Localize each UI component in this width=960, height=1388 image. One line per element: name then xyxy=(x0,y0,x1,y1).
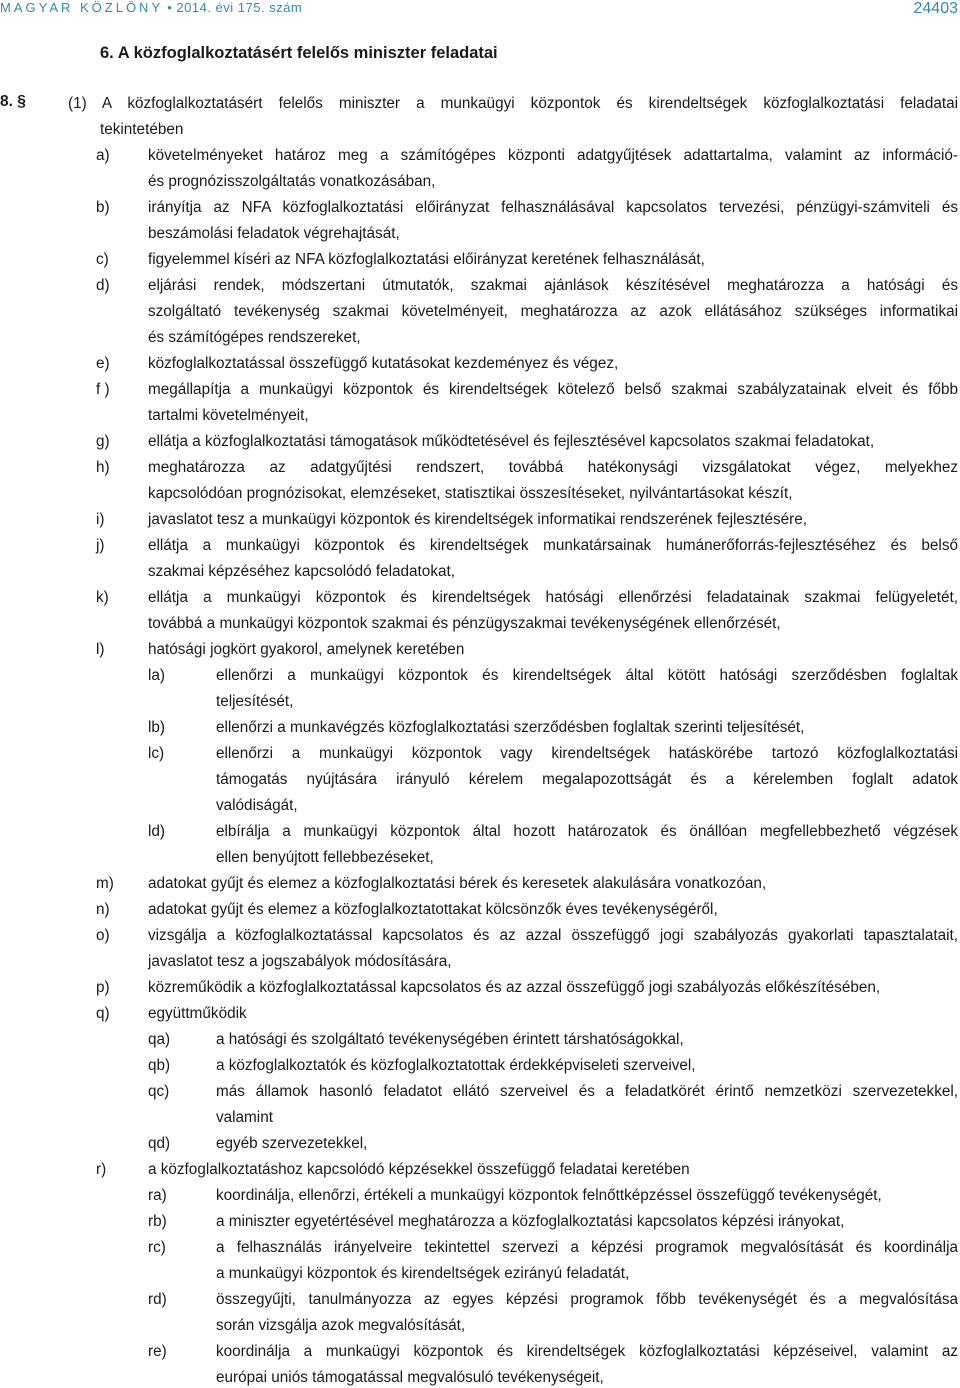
item-label: m) xyxy=(96,875,114,892)
item-text: koordinálja, ellenőrzi, értékeli a munkaügyi központok felnőttképzéssel összefüggő tevékenységét, xyxy=(216,1187,882,1204)
item-label: lc) xyxy=(148,745,165,762)
item-text: adatokat gyűjt és elemez a közfoglalkoztatási bérek és keresetek alakulására vonatkozóan, xyxy=(148,875,767,892)
section-mark: 8. § xyxy=(0,93,26,110)
item-text: figyelemmel kíséri az NFA közfoglalkoztatási előirányzat keretének felhasználását, xyxy=(148,251,705,268)
item-label: re) xyxy=(148,1343,167,1360)
item-text: beszámolási feladatok végrehajtását, xyxy=(148,225,400,242)
item-text: követelményeket határoz meg a számítógépes központi adatgyűjtések adattartalma, valamint az információ- xyxy=(148,147,958,164)
item-label: qc) xyxy=(148,1083,170,1100)
item-label: qb) xyxy=(148,1057,171,1074)
item-label: b) xyxy=(96,199,110,216)
issue-number: 2014. évi 175. szám xyxy=(176,0,303,15)
item-text: és prognózisszolgáltatás vonatkozásában, xyxy=(148,173,436,190)
item-label: ra) xyxy=(148,1187,167,1204)
item-label: q) xyxy=(96,1005,110,1022)
item-text: a hatósági és szolgáltató tevékenységében érintett társhatóságokkal, xyxy=(216,1031,684,1048)
item-label: lb) xyxy=(148,719,165,736)
item-text: hatósági jogkört gyakorol, amelynek keretében xyxy=(148,641,465,658)
item-text: kapcsolódóan prognózisokat, elemzéseket, statisztikai összesítéseket, nyilvántartásokat készít, xyxy=(148,485,793,502)
item-text: más államok hasonló feladatot ellátó szerveivel és a feladatkörét érintő nemzetközi szervezetekkel, xyxy=(216,1083,958,1100)
item-text: ellátja a munkaügyi központok és kirendeltségek hatósági ellenőrzési feladatainak szakmai felügyeletét, xyxy=(148,589,958,606)
item-text: összegyűjti, tanulmányozza az egyes képzési programok főbb tevékenységét és a megvalósítása xyxy=(216,1291,958,1308)
item-text: a közfoglalkoztatáshoz kapcsolódó képzésekkel összefüggő feladatai keretében xyxy=(148,1161,690,1178)
item-text: elbírálja a munkaügyi központok által hozott határozatok és önállóan megfellebbezhető végzések xyxy=(216,823,958,840)
item-label: e) xyxy=(96,355,110,372)
item-text: (1) A közfoglalkoztatásért felelős miniszter a munkaügyi központok és kirendeltségek közfoglalkoztatási feladatai xyxy=(68,95,958,112)
item-label: h) xyxy=(96,459,110,476)
item-text: meghatározza az adatgyűjtési rendszert, továbbá hatékonysági vizsgálatokat végez, melyekhez xyxy=(148,459,958,476)
item-text: teljesítését, xyxy=(216,693,294,710)
item-text: ellenőrzi a munkavégzés közfoglalkoztatási szerződésben foglaltak szerinti teljesítését, xyxy=(216,719,805,736)
item-text: vizsgálja a közfoglalkoztatással kapcsolatos és az azzal összefüggő jogi szabályozás gyakorlati tapasztalatait, xyxy=(148,927,958,944)
item-text: irányítja az NFA közfoglalkoztatási előirányzat felhasználásával kapcsolatos tervezési, pénzügyi-számviteli és xyxy=(148,199,958,216)
item-text: a munkaügyi központok és kirendeltségek ezirányú feladatát, xyxy=(216,1265,630,1282)
item-text: javaslatot tesz a jogszabályok módosítására, xyxy=(148,953,452,970)
item-text: közfoglalkoztatással összefüggő kutatásokat kezdeményez és végez, xyxy=(148,355,619,372)
item-label: qd) xyxy=(148,1135,171,1152)
item-label: o) xyxy=(96,927,110,944)
item-text: egyéb szervezetekkel, xyxy=(216,1135,368,1152)
item-label: d) xyxy=(96,277,110,294)
item-label: rc) xyxy=(148,1239,166,1256)
item-text: ellen benyújtott fellebbezéseket, xyxy=(216,849,434,866)
item-text: együttműködik xyxy=(148,1005,247,1022)
item-label: la) xyxy=(148,667,165,684)
item-text: a felhasználás irányelveire tekintettel szervezi a képzési programok megvalósítását és koordinálja xyxy=(216,1239,958,1256)
item-text: tartalmi követelményeit, xyxy=(148,407,309,424)
item-text: koordinálja a munkaügyi központok és kirendeltségek közfoglalkoztatási képzéseivel, valamint az xyxy=(216,1343,958,1360)
item-text: ellenőrzi a munkaügyi központok vagy kirendeltségek hatáskörébe tartozó közfoglalkoztatási xyxy=(216,745,958,762)
item-label: rb) xyxy=(148,1213,167,1230)
item-label: p) xyxy=(96,979,110,996)
item-label: ld) xyxy=(148,823,165,840)
item-label: k) xyxy=(96,589,109,606)
item-label: qa) xyxy=(148,1031,171,1048)
item-text: európai uniós támogatással megvalósuló tevékenységeit, xyxy=(216,1369,604,1386)
item-text: adatokat gyűjt és elemez a közfoglalkoztatottakat kölcsönzők éves tevékenységéről, xyxy=(148,901,718,918)
item-text: és számítógépes rendszereket, xyxy=(148,329,361,346)
item-text: szolgáltató tevékenység szakmai követelményeit, meghatározza az azok ellátásához szükséges informatikai xyxy=(148,303,958,320)
item-text: ellátja a közfoglalkoztatási támogatások működtetésével és fejlesztésével kapcsolatos szakmai feladatokat, xyxy=(148,433,875,450)
item-text: ellátja a munkaügyi központok és kirendeltségek munkatársainak humánerőforrás-fejlesztéséhez és belső xyxy=(148,537,958,554)
item-text: továbbá a munkaügyi központok szakmai és pénzügyszakmai tevékenységének ellenőrzését, xyxy=(148,615,781,632)
item-text: valamint xyxy=(216,1109,273,1126)
item-label: r) xyxy=(96,1161,107,1178)
item-label: i) xyxy=(96,511,105,528)
item-label: f ) xyxy=(96,381,110,398)
item-text: a közfoglalkoztatók és közfoglalkoztatottak érdekképviseleti szerveivel, xyxy=(216,1057,696,1074)
chapter-heading: 6. A közfoglalkoztatásért felelős miniszter feladatai xyxy=(100,44,498,62)
item-text: javaslatot tesz a munkaügyi központok és kirendeltségek informatikai rendszerének fejlesztésére, xyxy=(148,511,807,528)
item-text: ellenőrzi a munkaügyi központok és kirendeltségek által kötött hatósági szerződésben foglaltak xyxy=(216,667,958,684)
item-label: l) xyxy=(96,641,105,658)
item-label: a) xyxy=(96,147,110,164)
item-label: g) xyxy=(96,433,110,450)
item-label: c) xyxy=(96,251,109,268)
journal-title: MAGYAR KÖZLÖNY • 2014. évi 175. szám xyxy=(0,0,303,15)
item-label: j) xyxy=(96,537,105,554)
item-text: szakmai képzéséhez kapcsolódó feladatokat, xyxy=(148,563,455,580)
item-text: közreműködik a közfoglalkoztatással kapcsolatos és az azzal összefüggő jogi szabályozás előkészítésében, xyxy=(148,979,881,996)
item-text: a miniszter egyetértésével meghatározza a közfoglalkoztatási kapcsolatos képzési irányokat, xyxy=(216,1213,845,1230)
item-text: megállapítja a munkaügyi központok és kirendeltségek kötelező belső szakmai szabályzatainak elveit és főbb xyxy=(148,381,958,398)
page-number: 24403 xyxy=(913,0,958,17)
item-text: tekintetében xyxy=(100,121,184,138)
item-text: eljárási rendek, módszertani útmutatók, szakmai ajánlások készítésével meghatározza a hatósági és xyxy=(148,277,958,294)
item-label: n) xyxy=(96,901,110,918)
item-text: során vizsgálja azok megvalósítását, xyxy=(216,1317,466,1334)
item-text: valódiságát, xyxy=(216,797,298,814)
journal-name: MAGYAR KÖZLÖNY xyxy=(0,0,164,15)
item-text: támogatás nyújtására irányuló kérelem megalapozottságát és a kérelemben foglalt adatok xyxy=(216,771,958,788)
item-label: rd) xyxy=(148,1291,167,1308)
